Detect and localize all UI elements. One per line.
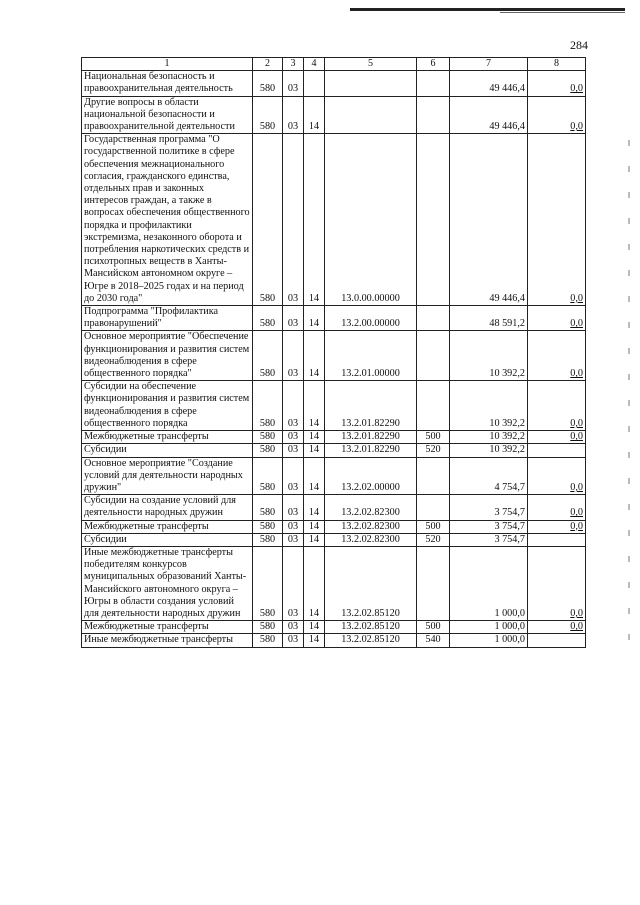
cell-c5: 13.2.01.00000: [325, 331, 417, 381]
cell-c2: 580: [253, 381, 283, 431]
table-row: [82, 96, 586, 134]
cell-c7: 1 000,0: [450, 634, 528, 647]
top-rule-thin: [500, 12, 625, 13]
cell-c6: [417, 71, 450, 96]
cell-c2: 580: [253, 431, 283, 444]
cell-c7: 1 000,0: [450, 546, 528, 620]
table-row: [82, 621, 586, 634]
cell-c6: [417, 546, 450, 620]
cell-c7: 10 392,2: [450, 381, 528, 431]
cell-c5: 13.2.01.82290: [325, 444, 417, 457]
cell-c2: 580: [253, 71, 283, 96]
cell-c5: 13.2.02.82300: [325, 533, 417, 546]
cell-c2: 580: [253, 134, 283, 306]
row-name: Иные межбюджетные трансферты победителям конкурсов муниципальных образований Ханты-Мансийского автономного округа – Югры в области создания условий для деятельности народных дружин: [82, 546, 253, 620]
cell-c6: 520: [417, 444, 450, 457]
table-row: [82, 71, 586, 96]
row-name: Иные межбюджетные трансферты: [82, 634, 253, 647]
table-row: [82, 306, 586, 331]
cell-c3: 03: [283, 533, 304, 546]
cell-c2: 580: [253, 96, 283, 134]
cell-c6: 500: [417, 621, 450, 634]
row-name: Основное мероприятие "Обеспечение функционирования и развития систем видеонаблюдения в сфере общественного порядка": [82, 331, 253, 381]
cell-c3: 03: [283, 431, 304, 444]
cell-c8: [528, 634, 586, 647]
table-row: [82, 634, 586, 647]
cell-c8: 0,0: [528, 621, 586, 634]
cell-c3: 03: [283, 621, 304, 634]
cell-c3: 03: [283, 546, 304, 620]
col-header-5: 5: [325, 58, 417, 71]
cell-c2: 580: [253, 634, 283, 647]
table-row: [82, 495, 586, 520]
cell-c4: 14: [304, 96, 325, 134]
cell-c7: 10 392,2: [450, 431, 528, 444]
table-row: [82, 546, 586, 620]
cell-c4: 14: [304, 331, 325, 381]
top-rule: [350, 8, 625, 11]
scan-edge-marks: [628, 140, 630, 660]
cell-c8: 0,0: [528, 134, 586, 306]
cell-c3: 03: [283, 381, 304, 431]
cell-c3: 03: [283, 306, 304, 331]
table-row: [82, 134, 586, 306]
row-name: Основное мероприятие "Создание условий для деятельности народных дружин": [82, 457, 253, 495]
cell-c8: [528, 533, 586, 546]
cell-c5: 13.2.01.82290: [325, 431, 417, 444]
table-row: [82, 331, 586, 381]
cell-c7: 49 446,4: [450, 96, 528, 134]
col-header-6: 6: [417, 58, 450, 71]
cell-c2: 580: [253, 331, 283, 381]
cell-c2: 580: [253, 306, 283, 331]
cell-c7: 3 754,7: [450, 520, 528, 533]
row-name: Подпрограмма "Профилактика правонарушений": [82, 306, 253, 331]
row-name: Субсидии: [82, 533, 253, 546]
cell-c6: [417, 331, 450, 381]
cell-c7: 49 446,4: [450, 71, 528, 96]
row-name: Субсидии: [82, 444, 253, 457]
row-name: Субсидии на создание условий для деятельности народных дружин: [82, 495, 253, 520]
cell-c7: 4 754,7: [450, 457, 528, 495]
cell-c4: 14: [304, 444, 325, 457]
col-header-1: 1: [82, 58, 253, 71]
cell-c2: 580: [253, 621, 283, 634]
cell-c7: 49 446,4: [450, 134, 528, 306]
cell-c5: 13.2.02.85120: [325, 621, 417, 634]
cell-c8: 0,0: [528, 546, 586, 620]
cell-c7: 48 591,2: [450, 306, 528, 331]
header-row: [82, 58, 586, 71]
cell-c5: 13.2.02.85120: [325, 634, 417, 647]
cell-c5: 13.2.02.85120: [325, 546, 417, 620]
table-row: [82, 533, 586, 546]
cell-c3: 03: [283, 71, 304, 96]
cell-c6: [417, 381, 450, 431]
row-name: Национальная безопасность и правоохранительная деятельность: [82, 71, 253, 96]
cell-c7: 3 754,7: [450, 533, 528, 546]
table-row: [82, 431, 586, 444]
cell-c4: 14: [304, 495, 325, 520]
cell-c5: 13.0.00.00000: [325, 134, 417, 306]
cell-c4: 14: [304, 134, 325, 306]
cell-c7: 10 392,2: [450, 444, 528, 457]
cell-c4: 14: [304, 457, 325, 495]
cell-c8: 0,0: [528, 457, 586, 495]
cell-c3: 03: [283, 457, 304, 495]
table-row: [82, 444, 586, 457]
cell-c4: 14: [304, 381, 325, 431]
cell-c6: [417, 495, 450, 520]
cell-c4: [304, 71, 325, 96]
row-name: Межбюджетные трансферты: [82, 431, 253, 444]
cell-c8: [528, 444, 586, 457]
cell-c6: [417, 96, 450, 134]
cell-c5: 13.2.02.82300: [325, 495, 417, 520]
row-name: Другие вопросы в области национальной безопасности и правоохранительной деятельности: [82, 96, 253, 134]
row-name: Субсидии на обеспечение функционирования и развития систем видеонаблюдения в сфере общественного порядка: [82, 381, 253, 431]
cell-c7: 3 754,7: [450, 495, 528, 520]
col-header-8: 8: [528, 58, 586, 71]
cell-c7: 1 000,0: [450, 621, 528, 634]
cell-c6: 540: [417, 634, 450, 647]
cell-c3: 03: [283, 444, 304, 457]
cell-c5: [325, 96, 417, 134]
cell-c8: 0,0: [528, 431, 586, 444]
cell-c3: 03: [283, 96, 304, 134]
cell-c3: 03: [283, 495, 304, 520]
cell-c2: 580: [253, 520, 283, 533]
cell-c8: 0,0: [528, 331, 586, 381]
row-name: Межбюджетные трансферты: [82, 520, 253, 533]
row-name: Межбюджетные трансферты: [82, 621, 253, 634]
cell-c2: 580: [253, 546, 283, 620]
table-row: [82, 381, 586, 431]
cell-c2: 580: [253, 444, 283, 457]
cell-c4: 14: [304, 546, 325, 620]
cell-c5: 13.2.02.82300: [325, 520, 417, 533]
col-header-7: 7: [450, 58, 528, 71]
cell-c4: 14: [304, 431, 325, 444]
cell-c4: 14: [304, 520, 325, 533]
cell-c8: 0,0: [528, 520, 586, 533]
cell-c3: 03: [283, 134, 304, 306]
cell-c6: [417, 134, 450, 306]
cell-c4: 14: [304, 533, 325, 546]
table-row: [82, 520, 586, 533]
cell-c2: 580: [253, 495, 283, 520]
cell-c6: 520: [417, 533, 450, 546]
cell-c6: 500: [417, 520, 450, 533]
cell-c8: 0,0: [528, 306, 586, 331]
page-number: 284: [570, 38, 588, 52]
cell-c5: 13.2.01.82290: [325, 381, 417, 431]
cell-c6: 500: [417, 431, 450, 444]
cell-c5: 13.2.02.00000: [325, 457, 417, 495]
cell-c3: 03: [283, 520, 304, 533]
cell-c8: 0,0: [528, 96, 586, 134]
cell-c8: 0,0: [528, 495, 586, 520]
cell-c2: 580: [253, 533, 283, 546]
cell-c2: 580: [253, 457, 283, 495]
cell-c5: [325, 71, 417, 96]
cell-c8: 0,0: [528, 71, 586, 96]
cell-c5: 13.2.00.00000: [325, 306, 417, 331]
cell-c6: [417, 306, 450, 331]
cell-c3: 03: [283, 331, 304, 381]
col-header-3: 3: [283, 58, 304, 71]
budget-table: [81, 57, 586, 648]
cell-c6: [417, 457, 450, 495]
cell-c4: 14: [304, 634, 325, 647]
cell-c7: 10 392,2: [450, 331, 528, 381]
row-name: Государственная программа "О государственной политике в сфере обеспечения межнационального согласия, гражданского единства, отдельных прав и законных интересов граждан, а также в вопросах обеспечения общественного порядка и профилактики экстремизма, незаконного оборота и потребления наркотических средств и психотропных веществ в Ханты-Мансийском автономном округе – Югре в 2018–2025 годах и на период до 2030 года": [82, 134, 253, 306]
cell-c8: 0,0: [528, 381, 586, 431]
cell-c4: 14: [304, 621, 325, 634]
col-header-2: 2: [253, 58, 283, 71]
table-row: [82, 457, 586, 495]
cell-c3: 03: [283, 634, 304, 647]
cell-c4: 14: [304, 306, 325, 331]
col-header-4: 4: [304, 58, 325, 71]
